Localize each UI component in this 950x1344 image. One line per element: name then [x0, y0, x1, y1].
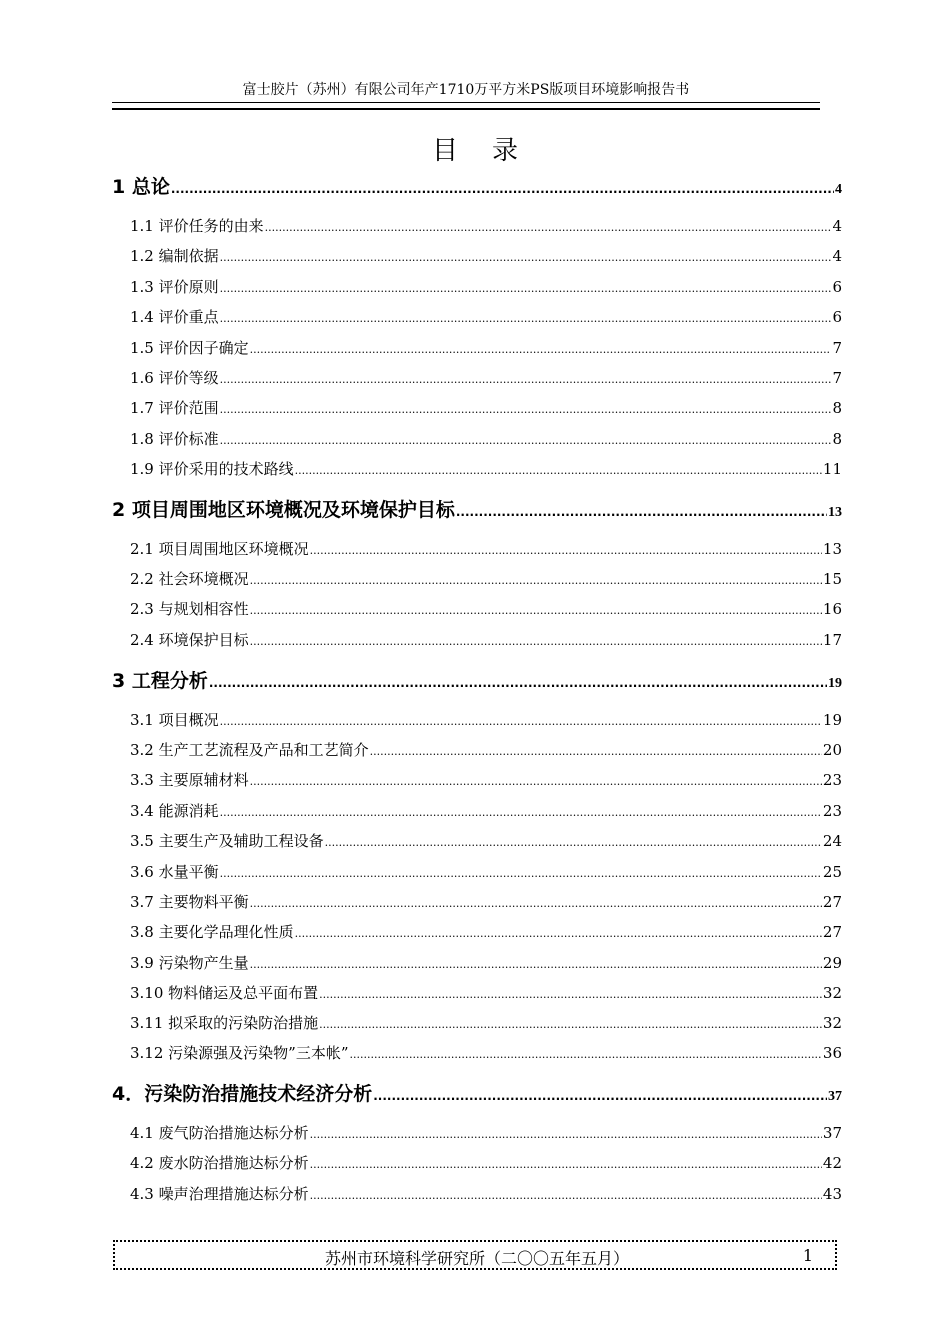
toc-item[interactable]: [112, 367, 842, 388]
toc-section-3[interactable]: [112, 666, 842, 693]
toc-page-number: 29: [822, 954, 842, 972]
toc-leader-dots: [220, 282, 832, 295]
toc-item[interactable]: [112, 861, 842, 882]
toc-item[interactable]: [112, 1012, 842, 1033]
toc-item-label: 1.4 评价重点: [130, 308, 219, 326]
toc-page-number: 24: [822, 832, 842, 850]
toc-section-label: 3 工程分析: [112, 670, 208, 692]
toc-leader-dots: [250, 897, 822, 910]
page-header: 富士胶片（苏州）有限公司年产1710万平方米PS版项目环境影响报告书: [242, 82, 690, 98]
toc-leader-dots: [220, 715, 822, 728]
toc-page-number: 16: [822, 600, 842, 618]
toc-leader-dots: [220, 806, 822, 819]
toc-item[interactable]: [112, 629, 842, 650]
toc-page-number: 23: [822, 802, 842, 820]
toc-item[interactable]: [112, 538, 842, 559]
toc-item-label: 3.3 主要原辅材料: [130, 771, 249, 789]
toc-page-number: 27: [822, 893, 842, 911]
toc-item[interactable]: [112, 215, 842, 236]
toc-item-label: 3.11 拟采取的污染防治措施: [130, 1014, 319, 1032]
toc-leader-dots: [220, 867, 822, 880]
toc-item[interactable]: [112, 769, 842, 790]
toc-section-1[interactable]: [112, 172, 842, 199]
toc-item[interactable]: [112, 800, 842, 821]
toc-item[interactable]: [112, 709, 842, 730]
toc-leader-dots: [295, 464, 822, 477]
toc-section-4[interactable]: [112, 1079, 842, 1106]
toc-item[interactable]: [112, 921, 842, 942]
toc-leader-dots: [310, 544, 822, 557]
toc-section-2[interactable]: [112, 495, 842, 522]
toc-leader-dots: [373, 1089, 827, 1103]
toc-item[interactable]: [112, 1122, 842, 1143]
toc-leader-dots: [250, 574, 822, 587]
toc-leader-dots: [350, 1048, 822, 1061]
toc-page-number: 17: [822, 631, 842, 649]
toc-item-label: 3.4 能源消耗: [130, 802, 219, 820]
toc-leader-dots: [295, 927, 822, 940]
toc-item[interactable]: [112, 952, 842, 973]
toc-leader-dots: [310, 1158, 822, 1171]
toc-section-label: 1 总论: [112, 176, 170, 198]
toc-page-number: 37: [822, 1124, 842, 1142]
toc-item[interactable]: [112, 982, 842, 1003]
toc-leader-dots: [310, 1128, 822, 1141]
toc-item-label: 1.7 评价范围: [130, 399, 219, 417]
page-footer: [113, 1240, 837, 1270]
toc-item-label: 2.3 与规划相容性: [130, 600, 249, 618]
toc-page-number: 11: [822, 460, 842, 478]
toc-item-label: 3.7 主要物料平衡: [130, 893, 249, 911]
toc-leader-dots: [319, 1018, 822, 1031]
toc-page-number: 8: [832, 399, 842, 417]
toc-page-number: 4: [832, 217, 842, 235]
toc-leader-dots: [265, 221, 832, 234]
toc-item-label: 3.10 物料储运及总平面布置: [130, 984, 319, 1002]
toc-item-label: 3.8 主要化学品理化性质: [130, 923, 294, 941]
toc-page-number: 19: [822, 711, 842, 729]
toc-item[interactable]: [112, 397, 842, 418]
toc-page-number: 37: [828, 1089, 842, 1104]
toc-page-number: 6: [832, 278, 842, 296]
toc-page-number: 6: [832, 308, 842, 326]
toc-item-label: 1.2 编制依据: [130, 247, 219, 265]
toc-item-label: 3.2 生产工艺流程及产品和工艺简介: [130, 741, 369, 759]
toc-item[interactable]: [112, 337, 842, 358]
toc-section-label: 2 项目周围地区环境概况及环境保护目标: [112, 499, 455, 521]
toc-item-label: 4.3 噪声治理措施达标分析: [130, 1185, 309, 1203]
toc-leader-dots: [250, 604, 822, 617]
toc-page-number: 32: [822, 1014, 842, 1032]
toc-leader-dots: [220, 251, 832, 264]
toc-item-label: 2.1 项目周围地区环境概况: [130, 540, 309, 558]
toc-leader-dots: [250, 775, 822, 788]
toc-item[interactable]: [112, 1042, 842, 1063]
toc-item-label: 2.2 社会环境概况: [130, 570, 249, 588]
toc-item-label: 3.1 项目概况: [130, 711, 219, 729]
toc-leader-dots: [220, 373, 832, 386]
toc-item-label: 4.2 废水防治措施达标分析: [130, 1154, 309, 1172]
toc-page-number: 7: [832, 339, 842, 357]
toc-item[interactable]: [112, 428, 842, 449]
toc-page-number: 19: [828, 676, 842, 691]
toc-page-number: 36: [822, 1044, 842, 1062]
toc-item-label: 4.1 废气防治措施达标分析: [130, 1124, 309, 1142]
header-rule-thick: [112, 108, 820, 110]
toc-page-number: 20: [822, 741, 842, 759]
toc-item-label: 1.5 评价因子确定: [130, 339, 249, 357]
toc-item[interactable]: [112, 891, 842, 912]
toc-page-number: 15: [822, 570, 842, 588]
toc-page-number: 8: [832, 430, 842, 448]
toc-title: 目录: [431, 136, 552, 166]
toc-leader-dots: [250, 343, 832, 356]
toc-item[interactable]: [112, 245, 842, 266]
toc-leader-dots: [325, 836, 822, 849]
toc-leader-dots: [171, 182, 834, 196]
toc-item[interactable]: [112, 1152, 842, 1173]
toc-page-number: 13: [828, 505, 842, 520]
toc-section-label: 4．污染防治措施技术经济分析: [112, 1083, 373, 1105]
footer-page-number: 1: [802, 1246, 813, 1265]
toc-leader-dots: [370, 745, 822, 758]
toc-page-number: 4: [835, 182, 842, 197]
toc-page-number: 32: [822, 984, 842, 1002]
toc-item-label: 3.9 污染物产生量: [130, 954, 249, 972]
toc-item[interactable]: [112, 830, 842, 851]
header-rule-thin: [112, 102, 820, 103]
toc-item[interactable]: [112, 568, 842, 589]
toc-item-label: 1.9 评价采用的技术路线: [130, 460, 294, 478]
toc-item-label: 3.5 主要生产及辅助工程设备: [130, 832, 324, 850]
toc-page-number: 7: [832, 369, 842, 387]
toc-page-number: 42: [822, 1154, 842, 1172]
toc-item-label: 3.6 水量平衡: [130, 863, 219, 881]
toc-leader-dots: [220, 403, 832, 416]
toc-item-label: 2.4 环境保护目标: [130, 631, 249, 649]
footer-organization: 苏州市环境科学研究所（二〇〇五年五月）: [324, 1249, 629, 1268]
toc-leader-dots: [209, 676, 827, 690]
toc-item[interactable]: [112, 306, 842, 327]
toc-leader-dots: [250, 635, 822, 648]
toc-item-label: 1.3 评价原则: [130, 278, 219, 296]
toc-leader-dots: [250, 958, 822, 971]
toc-leader-dots: [456, 505, 827, 519]
toc-item-label: 1.8 评价标准: [130, 430, 219, 448]
toc-item[interactable]: [112, 1183, 842, 1204]
toc-page-number: 43: [822, 1185, 842, 1203]
toc-item[interactable]: [112, 739, 842, 760]
toc-item[interactable]: [112, 276, 842, 297]
toc-leader-dots: [319, 988, 822, 1001]
toc-item-label: 3.12 污染源强及污染物”三本帐”: [130, 1044, 349, 1062]
toc-leader-dots: [220, 312, 832, 325]
toc-page-number: 23: [822, 771, 842, 789]
toc-page-number: 13: [822, 540, 842, 558]
toc-item[interactable]: [112, 598, 842, 619]
toc-item[interactable]: [112, 458, 842, 479]
toc-item-label: 1.6 评价等级: [130, 369, 219, 387]
toc-page-number: 4: [832, 247, 842, 265]
toc-leader-dots: [310, 1189, 822, 1202]
toc-leader-dots: [220, 434, 832, 447]
toc-item-label: 1.1 评价任务的由来: [130, 217, 264, 235]
toc-page-number: 25: [822, 863, 842, 881]
toc-page-number: 27: [822, 923, 842, 941]
